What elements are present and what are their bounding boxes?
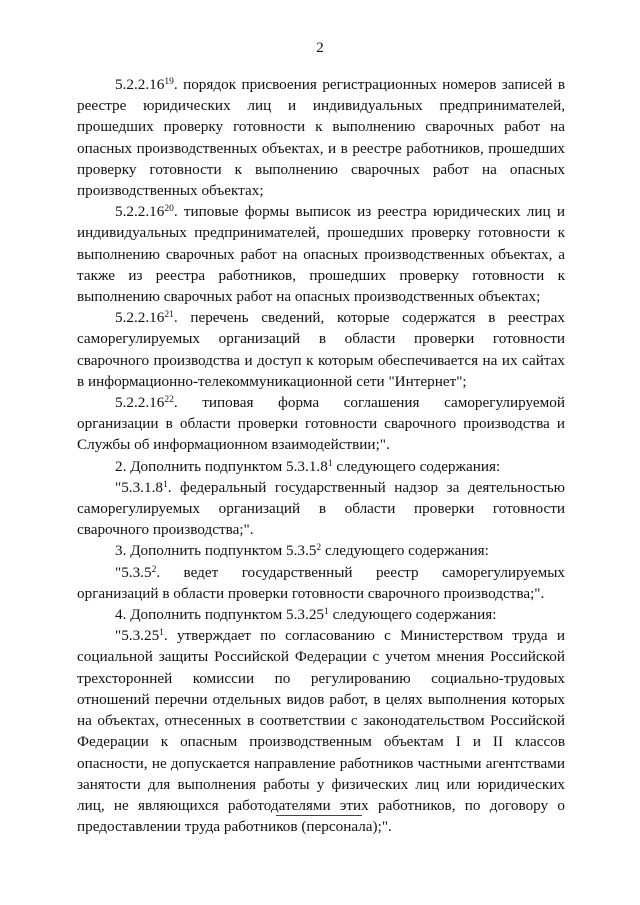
paragraph-5-2-2-16-20 — [77, 201, 565, 307]
clause-text: следующего содержания: — [321, 542, 489, 560]
clause-number: 4. Дополнить подпунктом 5.3.25 — [115, 606, 325, 624]
clause-text: . ведет государственный реестр саморегулируемых организаций в области проверки готовности сварочного производства;". — [77, 563, 565, 602]
clause-superscript: 1 — [327, 458, 333, 469]
clause-number: 5.2.2.16 — [115, 203, 165, 221]
clause-superscript: 21 — [164, 310, 174, 321]
clause-number: "5.3.5 — [115, 563, 152, 581]
paragraph-5-3-1-8-1 — [77, 477, 565, 541]
clause-superscript: 1 — [324, 606, 329, 617]
clause-number: 2. Дополнить подпунктом 5.3.1.8 — [115, 457, 328, 475]
clause-superscript: 22 — [164, 394, 174, 405]
clause-number: 5.2.2.16 — [115, 309, 165, 327]
clause-text: . порядок присвоения регистрационных номеров записей в реестре юридических лиц и индивидуальных предпринимателей, прошедших проверку готовности к выполнению сварочных работ на опасных производственных объектах, и в реестре работников, прошедших проверку готовности к выполнению сварочных работ на опасных производственных объектах; — [77, 76, 565, 200]
clause-number: "5.3.25 — [115, 627, 160, 645]
clause-text: . федеральный государственный надзор за деятельностью саморегулируемых организаций в области проверки готовности сварочного производства;". — [77, 478, 565, 539]
clause-superscript: 20 — [164, 204, 174, 214]
clause-text: . типовая форма соглашения саморегулируемой организации в области проверки готовности сварочного производства и Службы об информационном взаимодействии;". — [77, 394, 565, 454]
amendment-4-heading — [77, 604, 565, 625]
amendment-3-heading — [77, 540, 565, 561]
clause-text: следующего содержания: — [332, 457, 501, 475]
clause-number: 5.2.2.16 — [115, 76, 165, 93]
clause-text: . утверждает по согласованию с Министерством труда и социальной защиты Российской Федерации с учетом мнения Российской трехсторонней комиссии по регулированию социально-трудовых отношений перечни отдельных видов работ, в целях выполнения которых на объектах, отнесенных в соответствии с законодательством Российской Федерации к опасным производственным объектам I и II классов опасности, не допускается направление работников частными агентствами занятости для выполнения работы у физических лиц или юридических лиц, не являющихся работодателями этих работников, по договору о предоставлении труда работников (персонала);". — [77, 627, 565, 836]
paragraph-5-3-25-1 — [77, 625, 565, 837]
clause-number: "5.3.1.8 — [115, 478, 163, 496]
clause-superscript: 2 — [316, 543, 322, 554]
document-body — [77, 74, 565, 837]
clause-superscript: 2 — [151, 564, 157, 575]
clause-text: . типовые формы выписок из реестра юридических лиц и индивидуальных предпринимателей, прошедших проверку готовности к выполнению сварочных работ на опасных производственных объектах, а также из реестра работников, прошедших проверку готовности к выполнению сварочных работ на опасных производственных объектах; — [77, 203, 565, 306]
clause-text: . перечень сведений, которые содержатся в реестрах саморегулируемых организаций в области проверки готовности сварочного производства и доступ к которым обеспечивается на их сайтах в информационно-телекоммуникационной сети "Интернет"; — [77, 309, 565, 390]
clause-text: следующего содержания: — [328, 606, 497, 624]
amendment-2-heading — [77, 456, 565, 477]
paragraph-5-2-2-16-22 — [77, 392, 565, 456]
clause-superscript: 1 — [162, 479, 168, 490]
clause-number: 5.2.2.16 — [115, 394, 165, 412]
paragraph-5-2-2-16-19 — [77, 74, 565, 201]
page-number: 2 — [316, 40, 324, 56]
clause-superscript: 19 — [164, 76, 174, 87]
paragraph-5-3-5-2 — [77, 562, 565, 604]
closing-separator-line — [276, 815, 362, 816]
paragraph-5-2-2-16-21 — [77, 307, 565, 392]
clause-number: 3. Дополнить подпунктом 5.3.5 — [115, 542, 317, 560]
clause-superscript: 1 — [159, 628, 164, 639]
